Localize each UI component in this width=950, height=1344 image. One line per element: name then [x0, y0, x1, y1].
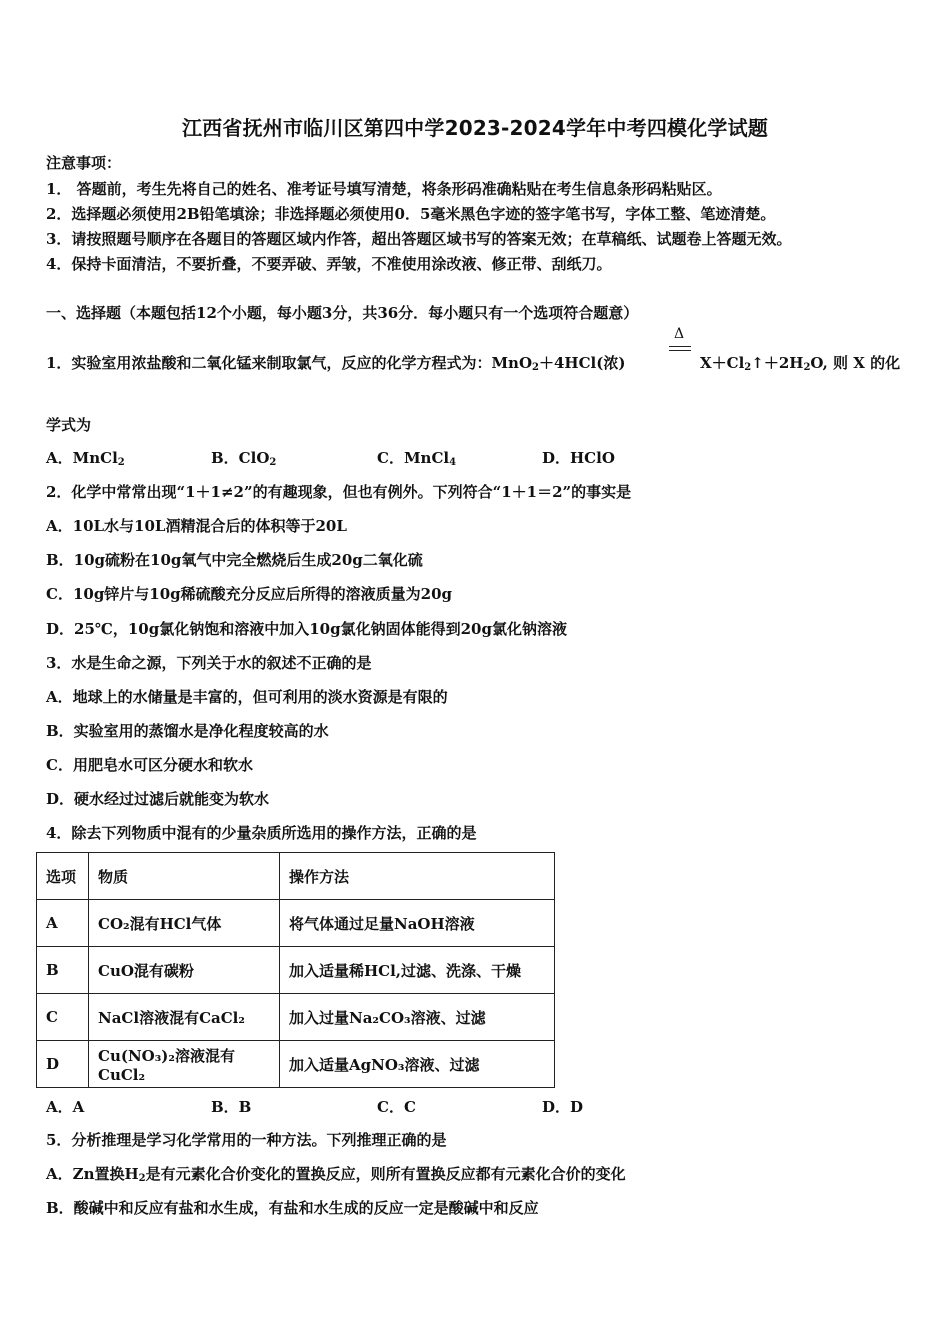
page-title: 江西省抚州市临川区第四中学2023-2024学年中考四模化学试题 [181, 116, 769, 140]
q1-option-a[interactable]: A．MnCl$_2$ [46, 449, 125, 468]
table-cell: CuO混有碳粉 [89, 947, 280, 994]
q1-prefix: 1．实验室用浓盐酸和二氧化锰来制取氯气，反应的化学方程式为： [46, 354, 492, 372]
table-row [37, 1041, 555, 1088]
q1-stem-continued: 学式为 [46, 416, 92, 434]
q2-option-d[interactable]: D．25℃，10g氯化钠饱和溶液中加入10g氯化钠固体能得到20g氯化钠溶液 [46, 620, 567, 638]
table-cell: 加入适量AgNO₃溶液、过滤 [280, 1041, 555, 1088]
table-cell: NaCl溶液混有CaCl₂ [89, 994, 280, 1041]
table-cell: 加入适量稀HCl,过滤、洗涤、干燥 [280, 947, 555, 994]
table-cell: D [37, 1041, 89, 1088]
question-5-stem: 5．分析推理是学习化学常用的一种方法。下列推理正确的是 [46, 1131, 447, 1149]
table-cell: 将气体通过足量NaOH溶液 [280, 900, 555, 947]
table-cell: C [37, 994, 89, 1041]
q3-option-a[interactable]: A．地球上的水储量是丰富的，但可利用的淡水资源是有限的 [46, 688, 448, 706]
q1-eq-bar-bottom [669, 350, 691, 351]
q1-option-d[interactable]: D．HClO [542, 449, 615, 467]
question-3-stem: 3．水是生命之源，下列关于水的叙述不正确的是 [46, 654, 372, 672]
table-header-cell: 操作方法 [280, 853, 555, 900]
q4-option-b[interactable]: B．B [211, 1098, 252, 1116]
q2-option-c[interactable]: C．10g锌片与10g稀硫酸充分反应后所得的溶液质量为20g [46, 585, 453, 603]
q4-option-c[interactable]: C．C [377, 1098, 416, 1116]
table-row [37, 994, 555, 1041]
table-cell: B [37, 947, 89, 994]
q5-option-b[interactable]: B．酸碱中和反应有盐和水生成，有盐和水生成的反应一定是酸碱中和反应 [46, 1199, 539, 1217]
notice-heading: 注意事项： [46, 154, 122, 172]
q2-option-a[interactable]: A．10L水与10L酒精混合后的体积等于20L [46, 517, 347, 535]
q1-option-c[interactable]: C．MnCl$_4$ [377, 449, 457, 468]
q1-eq-left: MnO$_2$＋4HCl(浓) [491, 354, 626, 373]
table-header-row [37, 853, 555, 900]
q1-option-b[interactable]: B．ClO$_2$ [211, 449, 277, 468]
q3-option-b[interactable]: B．实验室用的蒸馏水是净化程度较高的水 [46, 722, 329, 740]
notice-item-2: 2．选择题必须使用2B铅笔填涂；非选择题必须使用0．5毫米黑色字迹的签字笔书写，字体工整、笔迹清楚。 [46, 205, 776, 223]
question-4-stem: 4．除去下列物质中混有的少量杂质所选用的操作方法，正确的是 [46, 824, 477, 842]
table-row [37, 900, 555, 947]
q4-table [36, 852, 555, 1088]
q1-heat-symbol: Δ [674, 326, 685, 342]
section-heading: 一、选择题（本题包括12个小题，每小题3分，共36分．每小题只有一个选项符合题意） [46, 304, 639, 322]
notice-item-4: 4．保持卡面清洁，不要折叠，不要弄破、弄皱，不准使用涂改液、修正带、刮纸刀。 [46, 255, 612, 273]
q1-eq-right: $X+Cl_2↑+2H_2O$, 则 X 的化 [700, 354, 901, 373]
q4-option-d[interactable]: D．D [542, 1098, 584, 1116]
q5-option-a[interactable]: A．Zn置换$H_2$是有元素化合价变化的置换反应，则所有置换反应都有元素化合价的变化 [46, 1165, 626, 1184]
table-cell: A [37, 900, 89, 947]
q3-option-c[interactable]: C．用肥皂水可区分硬水和软水 [46, 756, 253, 774]
table-cell: 加入过量Na₂CO₃溶液、过滤 [280, 994, 555, 1041]
notice-item-1: 1． 答题前，考生先将自己的姓名、准考证号填写清楚，将条形码准确粘贴在考生信息条形码粘贴区。 [46, 180, 722, 198]
table-cell: Cu(NO₃)₂溶液混有CuCl₂ [89, 1041, 280, 1088]
q3-option-d[interactable]: D．硬水经过过滤后就能变为软水 [46, 790, 270, 808]
notice-item-3: 3．请按照题号顺序在各题目的答题区域内作答，超出答题区域书写的答案无效；在草稿纸、试题卷上答题无效。 [46, 230, 792, 248]
table-cell: CO₂混有HCl气体 [89, 900, 280, 947]
question-2-stem: 2．化学中常常出现“1＋1≠2”的有趣现象，但也有例外。下列符合“1＋1＝2”的事实是 [46, 483, 632, 501]
table-header-cell: 物质 [89, 853, 280, 900]
table-row [37, 947, 555, 994]
question-1-stem [46, 352, 625, 373]
q1-eq-bar-top [669, 346, 691, 347]
q2-option-b[interactable]: B．10g硫粉在10g氧气中完全燃烧后生成20g二氧化硫 [46, 551, 423, 569]
table-header-cell: 选项 [37, 853, 89, 900]
q4-option-a[interactable]: A．A [46, 1098, 85, 1116]
